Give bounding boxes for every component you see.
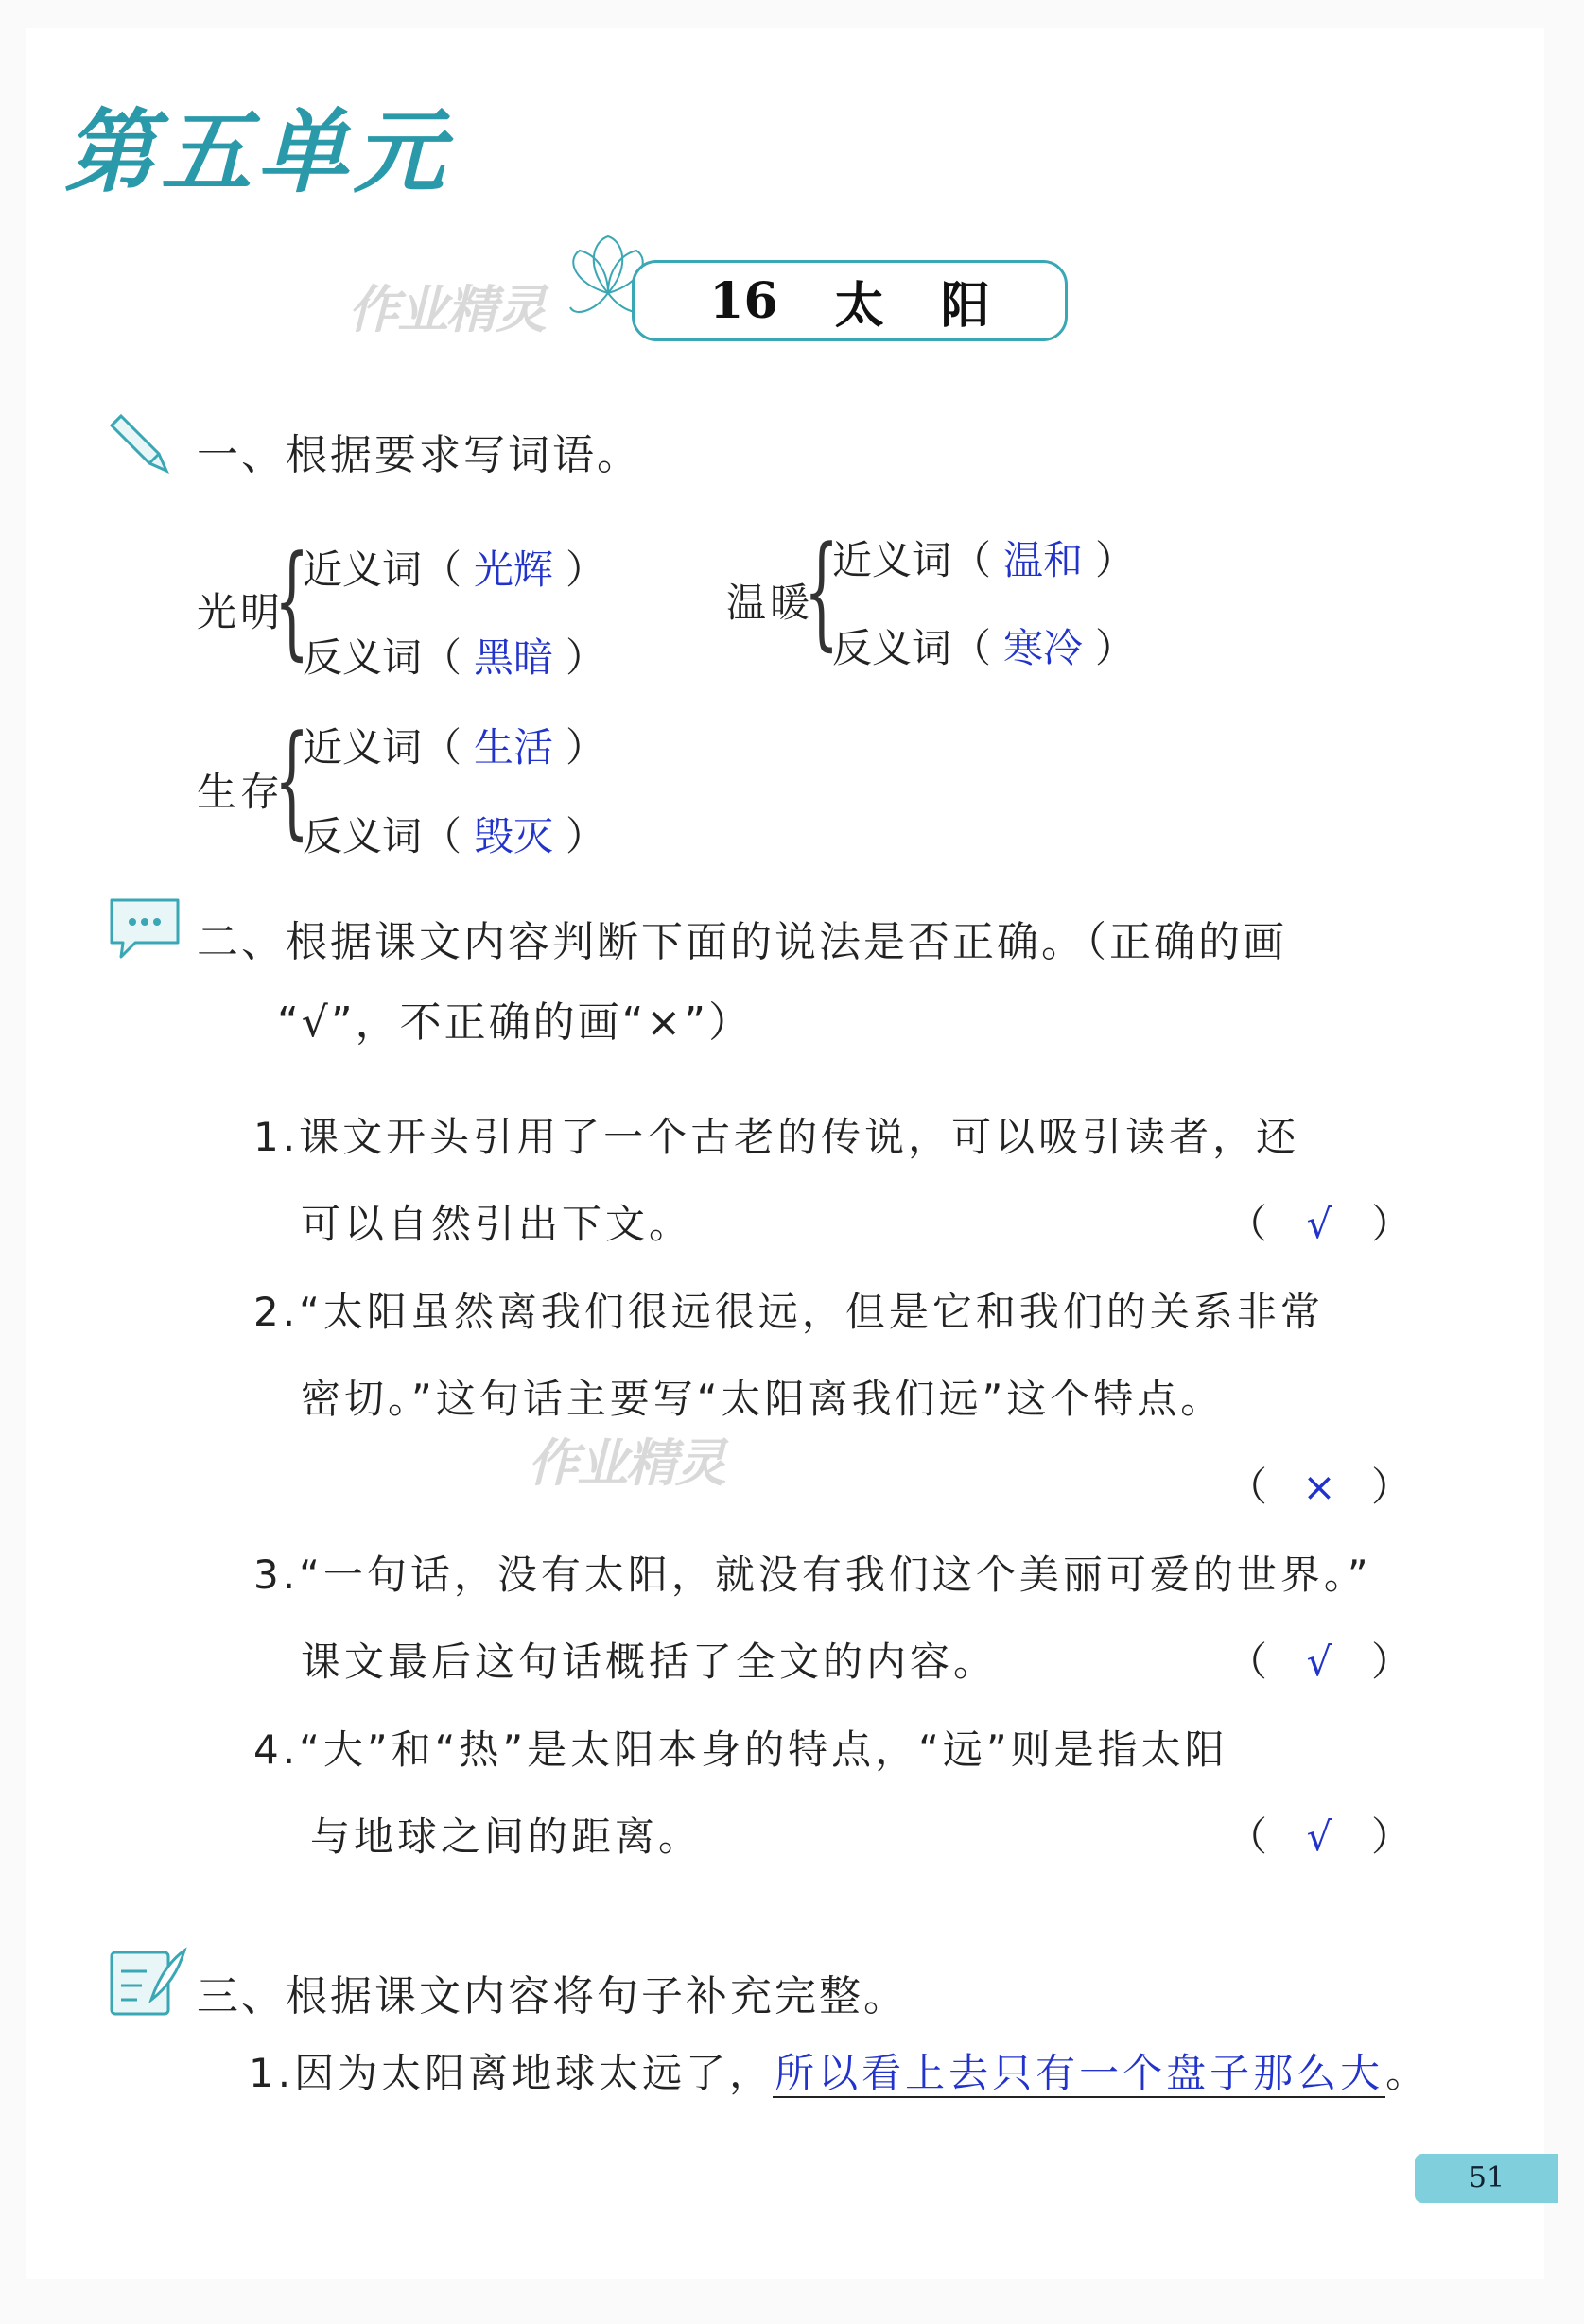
lesson-number: 16 (709, 271, 778, 330)
antonym-answer: 黑暗 (474, 634, 554, 681)
synonym-row (303, 539, 605, 596)
synonym-answer: 温和 (1003, 537, 1084, 583)
check-mark: √ (1306, 1813, 1332, 1860)
judge-item-3-line1: 3.“一句话，没有太阳，就没有我们这个美丽可爱的世界。” (253, 1552, 1372, 1598)
section2-title-line2: “√”，不正确的画“×”） (277, 998, 754, 1047)
check-mark: √ (1306, 1201, 1332, 1247)
lesson-name: 太阳 (834, 276, 1047, 335)
fill-item-1-suffix: 。 (1385, 2050, 1430, 2096)
antonym-row (303, 806, 605, 862)
cross-mark: × (1302, 1464, 1336, 1510)
synonym-label: 近义词（ (303, 546, 462, 593)
judge-item-3-answer: （ √ ） (1227, 1639, 1412, 1685)
fill-item-1-answer: 所以看上去只有一个盘子那么大 (775, 2050, 1384, 2096)
synonym-row (832, 529, 1135, 586)
word-wennuan: 温暖 (726, 580, 814, 626)
brace: { (274, 529, 310, 672)
word-guangming: 光明 (197, 589, 285, 635)
check-mark: √ (1306, 1639, 1332, 1685)
section3-title: 三、根据课文内容将句子补充完整。 (197, 1972, 908, 2020)
antonym-answer: 寒冷 (1003, 625, 1084, 671)
watermark: 作业精灵 (348, 280, 545, 339)
close-paren: ） (566, 634, 606, 681)
close-paren: ） (566, 546, 606, 593)
synonym-answer: 光辉 (474, 546, 554, 593)
workbook-page (26, 28, 1544, 2279)
judge-item-4-answer: （ √ ） (1227, 1813, 1412, 1860)
synonym-label: 近义词（ (303, 724, 462, 771)
antonym-label: 反义词（ (832, 625, 992, 671)
judge-item-4-line2: 与地球之间的距离。 (310, 1813, 703, 1860)
judge-item-1-line1: 1.课文开头引用了一个古老的传说，可以吸引读者，还 (253, 1114, 1300, 1160)
antonym-label: 反义词（ (303, 634, 462, 681)
judge-item-2-line1: 2.“太阳虽然离我们很远很远，但是它和我们的关系非常 (253, 1289, 1324, 1335)
judge-item-2-line2: 密切。”这句话主要写“太阳离我们远”这个特点。 (301, 1376, 1225, 1422)
close-paren: ） (1095, 625, 1136, 671)
speech-bubble-icon (102, 891, 187, 966)
watermark: 作业精灵 (528, 1433, 724, 1493)
lesson-title-box (632, 260, 1068, 341)
fill-item-1-prefix: 1.因为太阳离地球太远了， (249, 2050, 774, 2096)
pencil-icon (102, 407, 178, 482)
brace: { (804, 519, 840, 663)
judge-item-2-answer: （ × ） (1227, 1464, 1412, 1510)
unit-title: 第五单元 (64, 98, 450, 205)
close-paren: ） (1095, 537, 1136, 583)
antonym-label: 反义词（ (303, 813, 462, 859)
notepad-icon (104, 1943, 189, 2023)
antonym-row (303, 627, 605, 684)
judge-item-1-answer: （ √ ） (1227, 1201, 1412, 1247)
close-paren: ） (566, 724, 606, 771)
section2-title: 二、根据课文内容判断下面的说法是否正确。（正确的画 (197, 918, 1287, 966)
judge-item-4-line1: 4.“大”和“热”是太阳本身的特点，“远”则是指太阳 (253, 1726, 1228, 1773)
fill-item-1 (249, 2042, 1429, 2099)
brace: { (274, 708, 310, 852)
section1-title: 一、根据要求写词语。 (197, 431, 641, 479)
synonym-label: 近义词（ (832, 537, 992, 583)
antonym-row (832, 617, 1135, 674)
synonym-answer: 生活 (474, 724, 554, 771)
close-paren: ） (566, 813, 606, 859)
synonym-row (303, 717, 605, 773)
word-shengcun: 生存 (197, 769, 285, 815)
page-number: 51 (1415, 2154, 1558, 2203)
judge-item-1-line2: 可以自然引出下文。 (301, 1201, 693, 1247)
judge-item-3-line2: 课文最后这句话概括了全文的内容。 (301, 1639, 998, 1685)
antonym-answer: 毁灭 (474, 813, 554, 859)
